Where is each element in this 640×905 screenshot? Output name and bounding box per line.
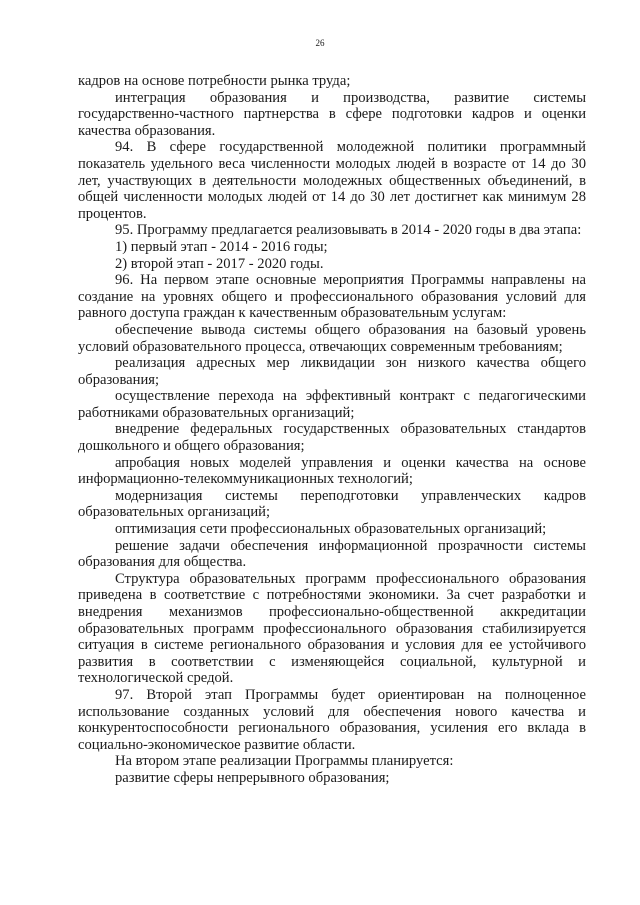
list-item: апробация новых моделей управления и оценки качества на основе информационно-телекоммуникационных технологий; bbox=[78, 454, 586, 488]
paragraph: 96. На первом этапе основные мероприятия Программы направлены на создание на уровнях общего и профессионального образования условий для равного доступа граждан к качественным образовательным услугам: bbox=[78, 272, 586, 322]
document-body bbox=[78, 73, 586, 787]
paragraph: Структура образовательных программ профессионального образования приведена в соответствие с потребностями экономики. За счет разработки и внедрения механизмов профессионально-общественной аккредитации образовательных программ профессионального образования стабилизируется ситуация в системе регионального образования и условия для ее устойчивого развития в соответствии с изменяющейся социальной, культурной и технологической средой. bbox=[78, 570, 586, 687]
paragraph: кадров на основе потребности рынка труда; bbox=[78, 73, 351, 89]
page-number: 26 bbox=[315, 38, 325, 48]
paragraph: 97. Второй этап Программы будет ориентирован на полноценное использование созданных условий для обеспечения нового качества и конкурентоспособности регионального образования, усиления его вклада в социально-экономическое развитие области. bbox=[78, 686, 586, 753]
paragraph: 95. Программу предлагается реализовывать в 2014 - 2020 годы в два этапа: bbox=[115, 222, 582, 239]
list-item: обеспечение вывода системы общего образования на базовый уровень условий образовательного процесса, отвечающих современным требованиям; bbox=[78, 321, 586, 355]
paragraph: На втором этапе реализации Программы планируется: bbox=[115, 753, 454, 770]
list-item: развитие сферы непрерывного образования; bbox=[115, 769, 390, 786]
list-item: 2) второй этап - 2017 - 2020 годы. bbox=[115, 255, 324, 272]
list-item: внедрение федеральных государственных образовательных стандартов дошкольного и общего образования; bbox=[78, 421, 586, 455]
paragraph: 94. В сфере государственной молодежной политики программный показатель удельного веса численности молодых людей в возрасте от 14 до 30 лет, участвующих в деятельности молодежных общественных объединений, в общей численности молодых людей от 14 до 30 лет достигнет как минимум 28 процентов. bbox=[78, 139, 586, 222]
list-item: оптимизация сети профессиональных образовательных организаций; bbox=[115, 521, 547, 538]
list-item: решение задачи обеспечения информационной прозрачности системы образования для общества. bbox=[78, 537, 586, 571]
list-item: реализация адресных мер ликвидации зон низкого качества общего образования; bbox=[78, 355, 586, 388]
list-item: осуществление перехода на эффективный контракт с педагогическими работниками образовательных организаций; bbox=[78, 388, 586, 421]
paragraph: интеграция образования и производства, развитие системы государственно-частного партнерства в сфере подготовки кадров и оценки качества образования. bbox=[78, 89, 586, 139]
list-item: 1) первый этап - 2014 - 2016 годы; bbox=[115, 238, 328, 255]
list-item: модернизация системы переподготовки управленческих кадров образовательных организаций; bbox=[78, 487, 586, 521]
